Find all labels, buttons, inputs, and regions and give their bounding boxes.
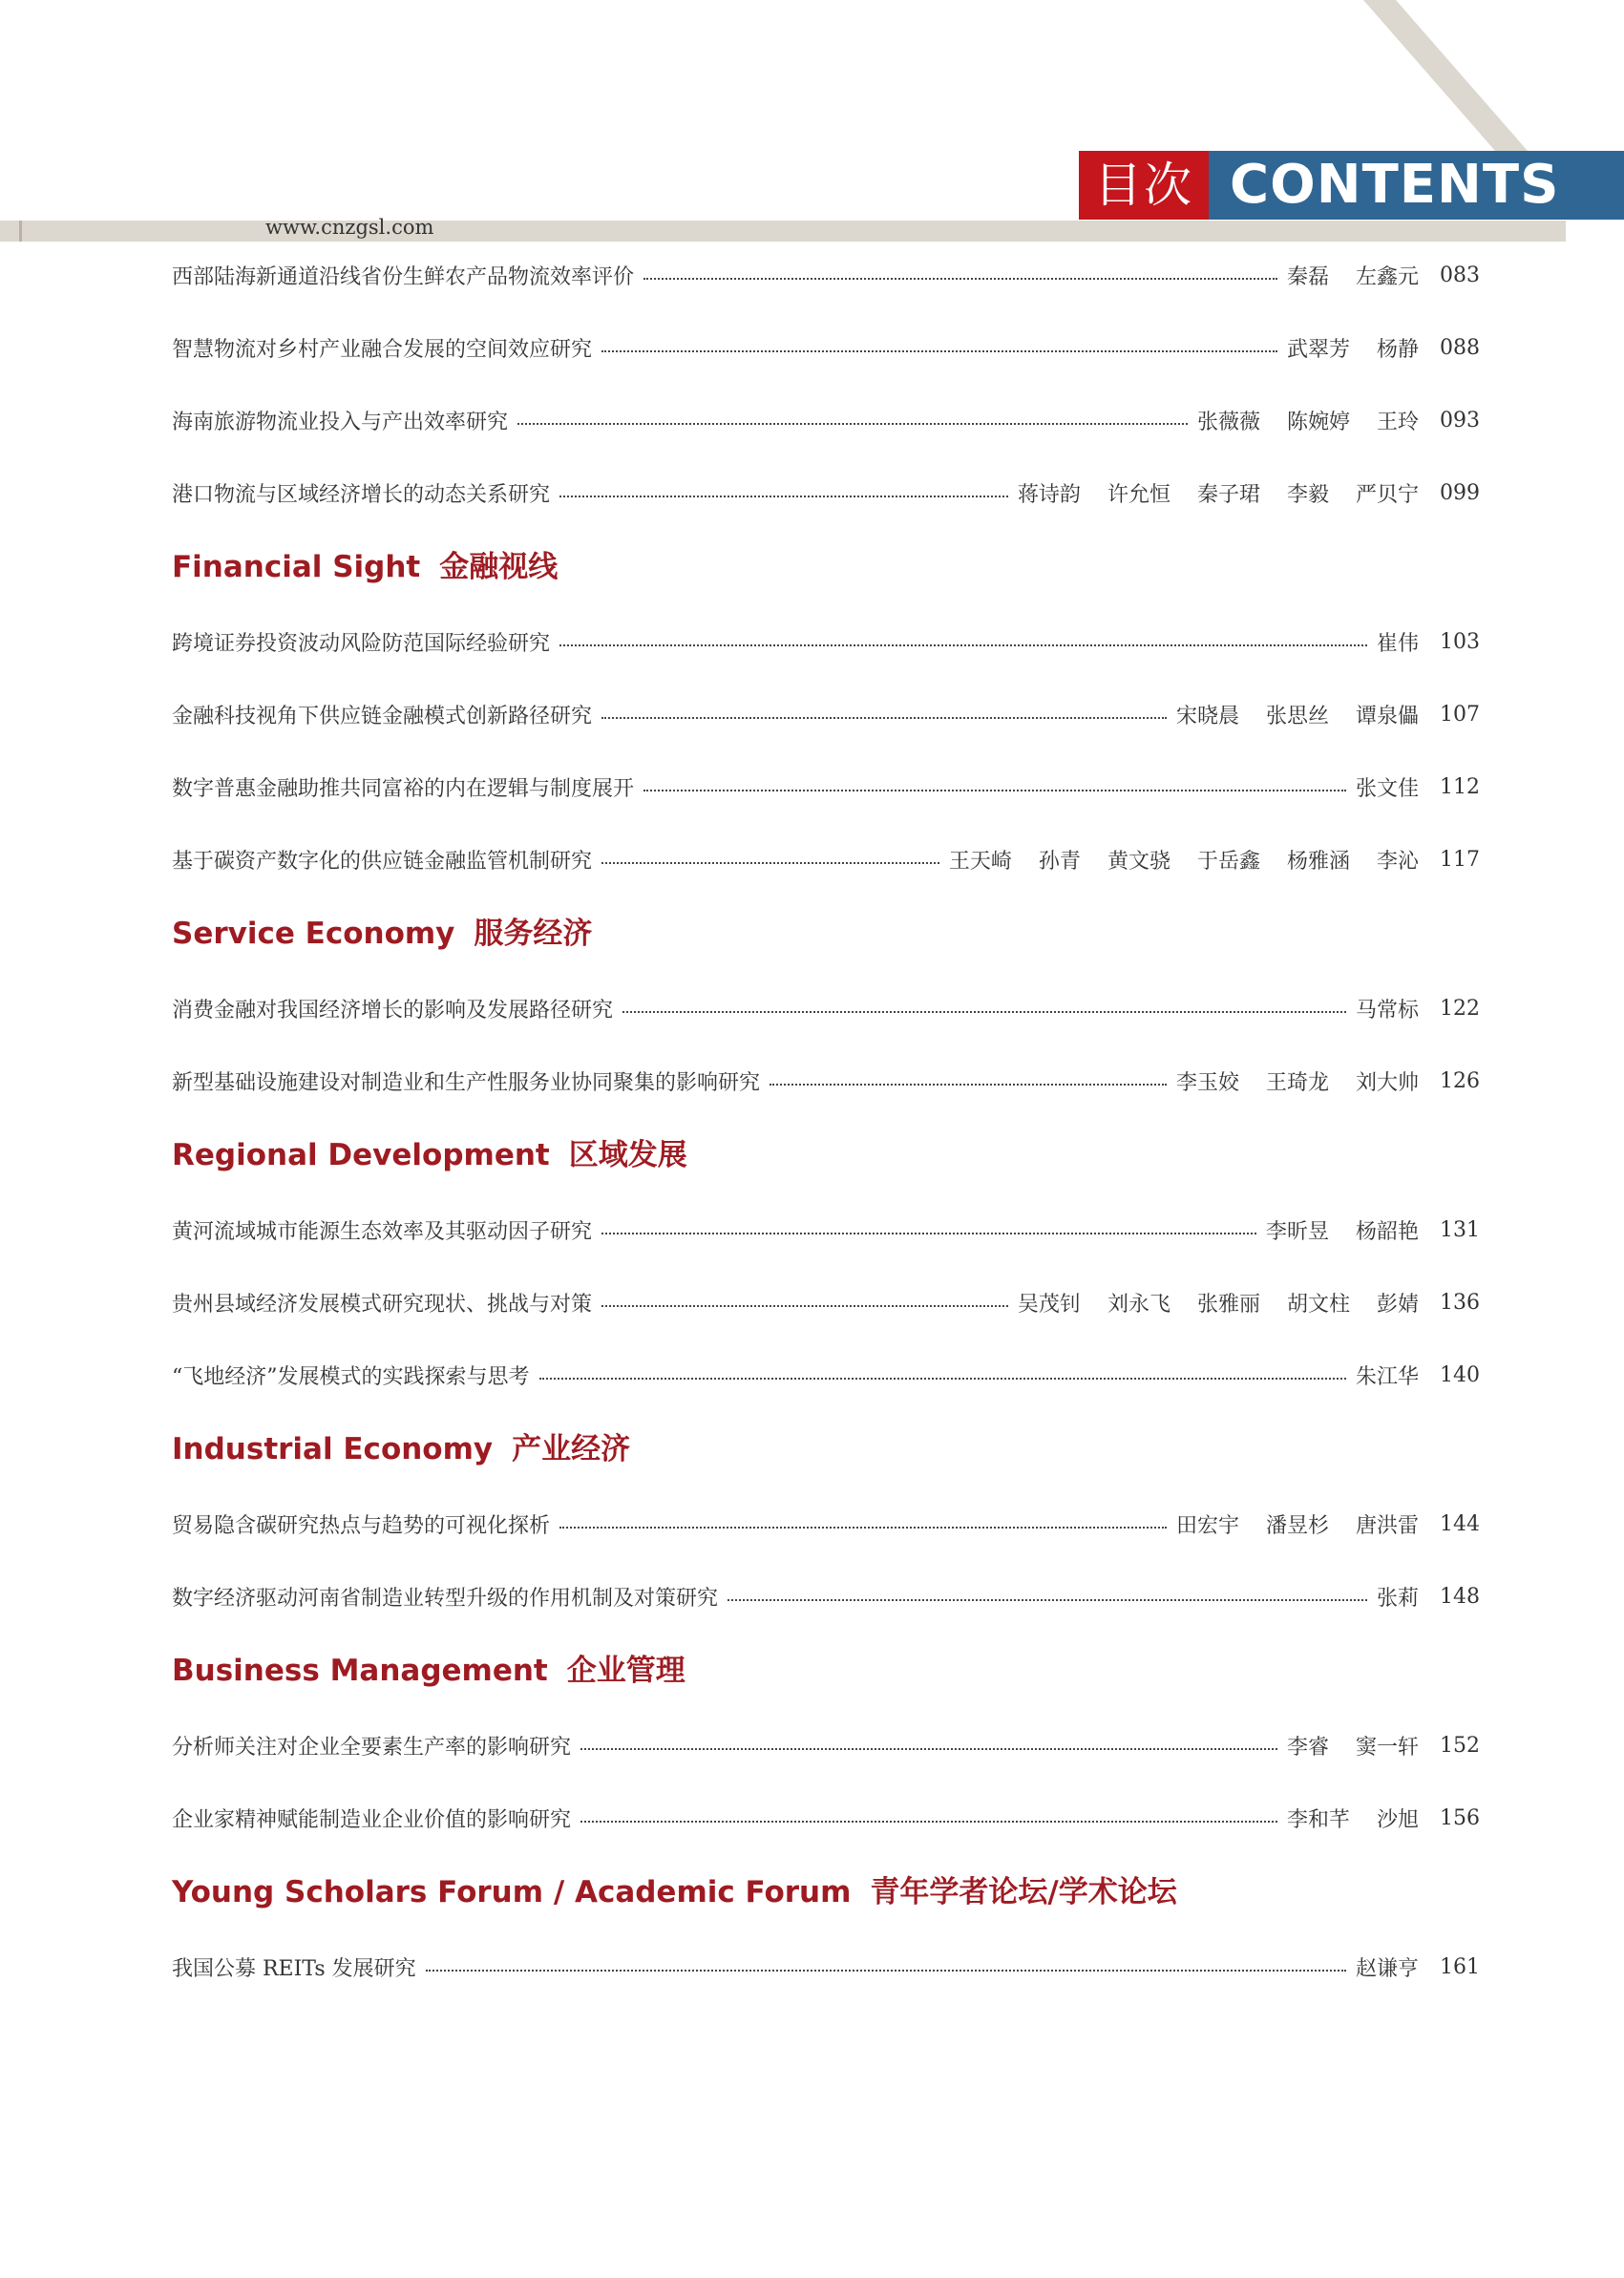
toc-entry[interactable] xyxy=(172,1487,1480,1560)
contents-label-en: CONTENTS xyxy=(1209,151,1624,220)
article-title: 贵州县域经济发展模式研究现状、挑战与对策 xyxy=(172,1292,593,1317)
dot-leader xyxy=(539,1378,1346,1380)
dot-leader xyxy=(559,1527,1167,1529)
article-authors xyxy=(1287,261,1419,290)
author-name: 王琦龙 xyxy=(1265,1070,1329,1095)
author-name: 吴茂钊 xyxy=(1017,1292,1081,1317)
author-name: 张莉 xyxy=(1376,1586,1419,1611)
dot-leader xyxy=(601,717,1167,719)
article-authors xyxy=(1377,627,1419,657)
article-authors xyxy=(1356,1360,1419,1390)
article-title: 贸易隐含碳研究热点与趋势的可视化探析 xyxy=(172,1513,551,1538)
author-name: 陈婉婷 xyxy=(1286,410,1350,434)
dot-leader xyxy=(426,1970,1346,1972)
article-title: 我国公募 REITs 发展研究 xyxy=(172,1956,416,1981)
section-heading-cn: 产业经济 xyxy=(512,1432,631,1466)
toc-entry[interactable] xyxy=(172,605,1480,678)
author-name: 赵谦亨 xyxy=(1355,1956,1419,1981)
toc-entry[interactable] xyxy=(172,384,1480,456)
section-heading-cn: 企业管理 xyxy=(566,1654,685,1688)
page-number: 136 xyxy=(1440,1290,1480,1315)
author-name: 张雅丽 xyxy=(1196,1292,1260,1317)
article-title: 西部陆海新通道沿线省份生鲜农产品物流效率评价 xyxy=(172,264,635,289)
article-authors xyxy=(1176,700,1419,729)
author-name: 潘昱杉 xyxy=(1265,1513,1329,1538)
article-authors xyxy=(1287,1803,1419,1833)
page-number: 131 xyxy=(1440,1217,1480,1242)
author-name: 宋晓晨 xyxy=(1175,704,1239,728)
article-authors xyxy=(1377,1582,1419,1612)
section-heading xyxy=(172,1117,1480,1193)
page-number: 126 xyxy=(1440,1068,1480,1093)
author-name: 胡文柱 xyxy=(1286,1292,1350,1317)
toc-entry[interactable] xyxy=(172,972,1480,1044)
page-number: 161 xyxy=(1440,1954,1480,1979)
section-heading-en: Regional Development xyxy=(172,1138,550,1172)
author-name: 李玉姣 xyxy=(1175,1070,1239,1095)
author-name: 张思丝 xyxy=(1265,704,1329,728)
article-title: 数字经济驱动河南省制造业转型升级的作用机制及对策研究 xyxy=(172,1586,719,1611)
article-title: 数字普惠金融助推共同富裕的内在逻辑与制度展开 xyxy=(172,776,635,801)
author-name: 许允恒 xyxy=(1107,482,1171,507)
page-number: 156 xyxy=(1440,1805,1480,1830)
author-name: 刘大帅 xyxy=(1355,1070,1419,1095)
dot-leader xyxy=(770,1084,1167,1086)
article-authors xyxy=(1018,478,1419,508)
dot-leader xyxy=(601,862,939,864)
author-name: 沙旭 xyxy=(1376,1807,1419,1832)
article-title: 港口物流与区域经济增长的动态关系研究 xyxy=(172,482,551,507)
author-name: 窦一轩 xyxy=(1355,1735,1419,1760)
website-url[interactable]: www.cnzgsl.com xyxy=(265,216,434,239)
band-tick xyxy=(19,221,22,242)
article-authors xyxy=(1287,333,1419,363)
toc-entry[interactable] xyxy=(172,239,1480,311)
author-name: 武翠芳 xyxy=(1286,337,1350,362)
toc-entry[interactable] xyxy=(172,1930,1480,2003)
author-name: 蒋诗韵 xyxy=(1017,482,1081,507)
author-name: 马常标 xyxy=(1355,998,1419,1023)
dot-leader xyxy=(601,1305,1008,1307)
dot-leader xyxy=(728,1599,1367,1601)
author-name: 黄文骁 xyxy=(1107,849,1171,874)
section-heading xyxy=(172,1854,1480,1930)
section-heading-cn: 区域发展 xyxy=(568,1138,687,1172)
article-authors xyxy=(1356,994,1419,1023)
author-name: 田宏宇 xyxy=(1175,1513,1239,1538)
toc-entry[interactable] xyxy=(172,1044,1480,1117)
page-number: 117 xyxy=(1440,847,1480,872)
toc-entry[interactable] xyxy=(172,1339,1480,1411)
author-name: 于岳鑫 xyxy=(1196,849,1260,874)
article-title: 海南旅游物流业投入与产出效率研究 xyxy=(172,410,509,434)
article-title: “飞地经济”发展模式的实践探索与思考 xyxy=(172,1364,530,1389)
page-number: 088 xyxy=(1440,335,1480,360)
toc-entry[interactable] xyxy=(172,1266,1480,1339)
article-title: 金融科技视角下供应链金融模式创新路径研究 xyxy=(172,704,593,728)
article-authors xyxy=(1197,406,1419,435)
article-authors xyxy=(1018,1288,1419,1318)
dot-leader xyxy=(559,496,1008,497)
page-header xyxy=(0,0,1624,248)
diagonal-stripe xyxy=(1363,0,1528,151)
article-title: 消费金融对我国经济增长的影响及发展路径研究 xyxy=(172,998,614,1023)
section-heading xyxy=(172,1411,1480,1487)
page-number: 099 xyxy=(1440,480,1480,505)
article-authors xyxy=(1356,1952,1419,1982)
section-heading-cn: 服务经济 xyxy=(474,917,593,951)
article-title: 智慧物流对乡村产业融合发展的空间效应研究 xyxy=(172,337,593,362)
author-name: 刘永飞 xyxy=(1107,1292,1171,1317)
article-authors xyxy=(1176,1066,1419,1096)
dot-leader xyxy=(643,790,1346,791)
author-name: 杨静 xyxy=(1376,337,1419,362)
dot-leader xyxy=(601,350,1277,352)
page-number: 107 xyxy=(1440,702,1480,727)
dot-leader xyxy=(580,1821,1277,1823)
section-heading xyxy=(172,529,1480,605)
author-name: 严贝宁 xyxy=(1355,482,1419,507)
page-number: 112 xyxy=(1440,774,1480,799)
article-authors xyxy=(1287,1731,1419,1761)
toc-entry[interactable] xyxy=(172,678,1480,750)
page-number: 152 xyxy=(1440,1733,1480,1758)
section-heading-cn: 青年学者论坛/学术论坛 xyxy=(870,1875,1177,1909)
article-authors xyxy=(1266,1215,1419,1245)
page-number: 093 xyxy=(1440,408,1480,432)
dot-leader xyxy=(601,1233,1256,1234)
section-heading-en: Business Management xyxy=(172,1654,548,1688)
dot-leader xyxy=(622,1011,1346,1013)
toc-entry[interactable] xyxy=(172,1560,1480,1633)
article-title: 基于碳资产数字化的供应链金融监管机制研究 xyxy=(172,849,593,874)
section-heading-en: Industrial Economy xyxy=(172,1432,494,1466)
author-name: 李和芊 xyxy=(1286,1807,1350,1832)
toc-entry[interactable] xyxy=(172,750,1480,823)
page-number: 140 xyxy=(1440,1362,1480,1387)
author-name: 杨雅涵 xyxy=(1286,849,1350,874)
author-name: 张薇薇 xyxy=(1196,410,1260,434)
toc-entry[interactable] xyxy=(172,1782,1480,1854)
toc-entry[interactable] xyxy=(172,823,1480,896)
author-name: 谭泉儡 xyxy=(1355,704,1419,728)
section-heading xyxy=(172,1633,1480,1709)
contents-label-cn: 目次 xyxy=(1079,151,1209,220)
article-title: 新型基础设施建设对制造业和生产性服务业协同聚集的影响研究 xyxy=(172,1070,761,1095)
section-heading-en: Financial Sight xyxy=(172,550,421,584)
author-name: 唐洪雷 xyxy=(1355,1513,1419,1538)
article-authors xyxy=(1176,1509,1419,1539)
author-name: 杨韶艳 xyxy=(1355,1219,1419,1244)
dot-leader xyxy=(559,644,1367,646)
author-name: 李沁 xyxy=(1376,849,1419,874)
page-number: 144 xyxy=(1440,1511,1480,1536)
article-title: 分析师关注对企业全要素生产率的影响研究 xyxy=(172,1735,572,1760)
author-name: 王天崎 xyxy=(948,849,1012,874)
dot-leader xyxy=(643,278,1277,280)
author-name: 左鑫元 xyxy=(1355,264,1419,289)
author-name: 李昕昱 xyxy=(1265,1219,1329,1244)
toc-entry[interactable] xyxy=(172,1193,1480,1266)
section-heading-cn: 金融视线 xyxy=(439,550,559,584)
author-name: 秦子珺 xyxy=(1196,482,1260,507)
author-name: 秦磊 xyxy=(1286,264,1329,289)
page-number: 122 xyxy=(1440,996,1480,1021)
section-heading-en: Service Economy xyxy=(172,917,455,951)
author-name: 崔伟 xyxy=(1376,631,1419,656)
author-name: 王玲 xyxy=(1376,410,1419,434)
article-authors xyxy=(1356,772,1419,802)
page-number: 103 xyxy=(1440,629,1480,654)
author-name: 孙青 xyxy=(1038,849,1081,874)
toc-entry[interactable] xyxy=(172,311,1480,384)
author-name: 张文佳 xyxy=(1355,776,1419,801)
dot-leader xyxy=(517,423,1188,425)
article-title: 企业家精神赋能制造业企业价值的影响研究 xyxy=(172,1807,572,1832)
table-of-contents xyxy=(172,239,1480,2003)
article-authors xyxy=(949,845,1419,875)
page-number: 148 xyxy=(1440,1584,1480,1609)
author-name: 朱江华 xyxy=(1355,1364,1419,1389)
author-name: 李睿 xyxy=(1286,1735,1329,1760)
dot-leader xyxy=(580,1748,1277,1750)
toc-entry[interactable] xyxy=(172,1709,1480,1782)
author-name: 彭婧 xyxy=(1376,1292,1419,1317)
section-heading-en: Young Scholars Forum / Academic Forum xyxy=(172,1875,852,1909)
author-name: 李毅 xyxy=(1286,482,1329,507)
section-heading xyxy=(172,896,1480,972)
article-title: 跨境证券投资波动风险防范国际经验研究 xyxy=(172,631,551,656)
article-title: 黄河流域城市能源生态效率及其驱动因子研究 xyxy=(172,1219,593,1244)
page-number: 083 xyxy=(1440,263,1480,287)
toc-entry[interactable] xyxy=(172,456,1480,529)
